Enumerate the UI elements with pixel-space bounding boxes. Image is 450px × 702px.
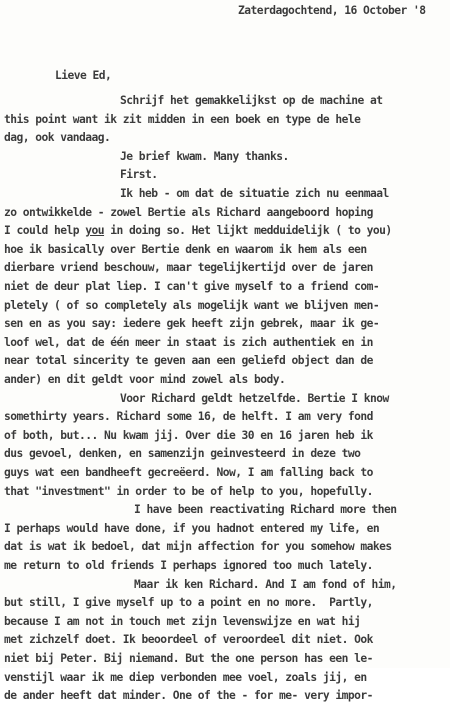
letter-line: met zichzelf doet. Ik beoordeel of veroordeel dit niet. Ook — [4, 633, 373, 646]
letter-line: that "investment" in order to be of help to you, hopefully. — [4, 485, 373, 498]
letter-line: niet bij Peter. Bij niemand. But the one person has een le- — [4, 652, 373, 665]
letter-salutation: Lieve Ed, — [55, 69, 112, 82]
letter-line: Je brief kwam. Many thanks. — [120, 150, 289, 163]
letter-line: First. — [120, 168, 158, 181]
underlined-word: you — [85, 224, 105, 237]
letter-line: niet de deur plat liep. I can't give myself to a friend com- — [4, 280, 380, 293]
letter-line: dag, ook vandaag. — [4, 131, 111, 144]
letter-line: dierbare vriend beschouw, maar tegelijkertijd over de jaren — [4, 261, 373, 274]
letter-line: venstijl waar ik me diep verbonden mee voel, zoals jij, en — [4, 671, 367, 684]
letter-line: dat is wat ik bedoel, dat mijn affection for you somehow makes — [4, 540, 392, 553]
letter-dateline: Zaterdagochtend, 16 October '8 — [238, 4, 426, 17]
letter-line: de ander heeft dat minder. One of the - for me- very impor- — [4, 689, 373, 702]
letter-line: guys wat een bandheeft gecreëerd. Now, I am falling back to — [4, 466, 373, 479]
letter-line: I could help you in doing so. Het lijkt medduidelijk ( to you) — [4, 224, 392, 237]
letter-line: Schrijf het gemakkelijkst op de machine at — [120, 94, 383, 107]
letter-line: because I am not in touch met zijn levenswijze en wat hij — [4, 615, 361, 628]
letter-line: of both, but... Nu kwam jij. Over die 30 en 16 jaren heb ik — [4, 429, 373, 442]
letter-line: sen en as you say: iedere gek heeft zijn gebrek, maar ik ge- — [4, 317, 380, 330]
letter-line: dus gevoel, denken, en samenzijn geinvesteerd in deze two — [4, 447, 361, 460]
letter-line: hoe ik basically over Bertie denk en waarom ik hem als een — [4, 243, 367, 256]
letter-line: I perhaps would have done, if you hadnot entered my life, en — [4, 522, 380, 535]
letter-line: zo ontwikkelde - zowel Bertie als Richard aangeboord hoping — [4, 206, 373, 219]
letter-line: near total sincerity te geven aan een geliefd object dan de — [4, 354, 373, 367]
letter-line: somethirty years. Richard some 16, de helft. I am very fond — [4, 410, 373, 423]
letter-line: pletely ( of so completely als mogelijk want we blijven men- — [4, 299, 380, 312]
letter-line: me return to old friends I perhaps ignored too much lately. — [4, 559, 373, 572]
letter-line: this point want ik zit midden in een boek en type de hele — [4, 113, 361, 126]
letter-line: Ik heb - om dat de situatie zich nu eenmaal — [120, 187, 389, 200]
letter-line: but still, I give myself up to a point en no more. Partly, — [4, 596, 373, 609]
letter-line: Maar ik ken Richard. And I am fond of him, — [134, 578, 397, 591]
letter-line: loof wel, dat de één meer in staat is zich authentiek en in — [4, 336, 373, 349]
letter-line: ander) en dit geldt voor mind zowel als body. — [4, 373, 286, 386]
letter-line: I have been reactivating Richard more then — [134, 503, 397, 516]
letter-line: Voor Richard geldt hetzelfde. Bertie I know — [120, 392, 389, 405]
